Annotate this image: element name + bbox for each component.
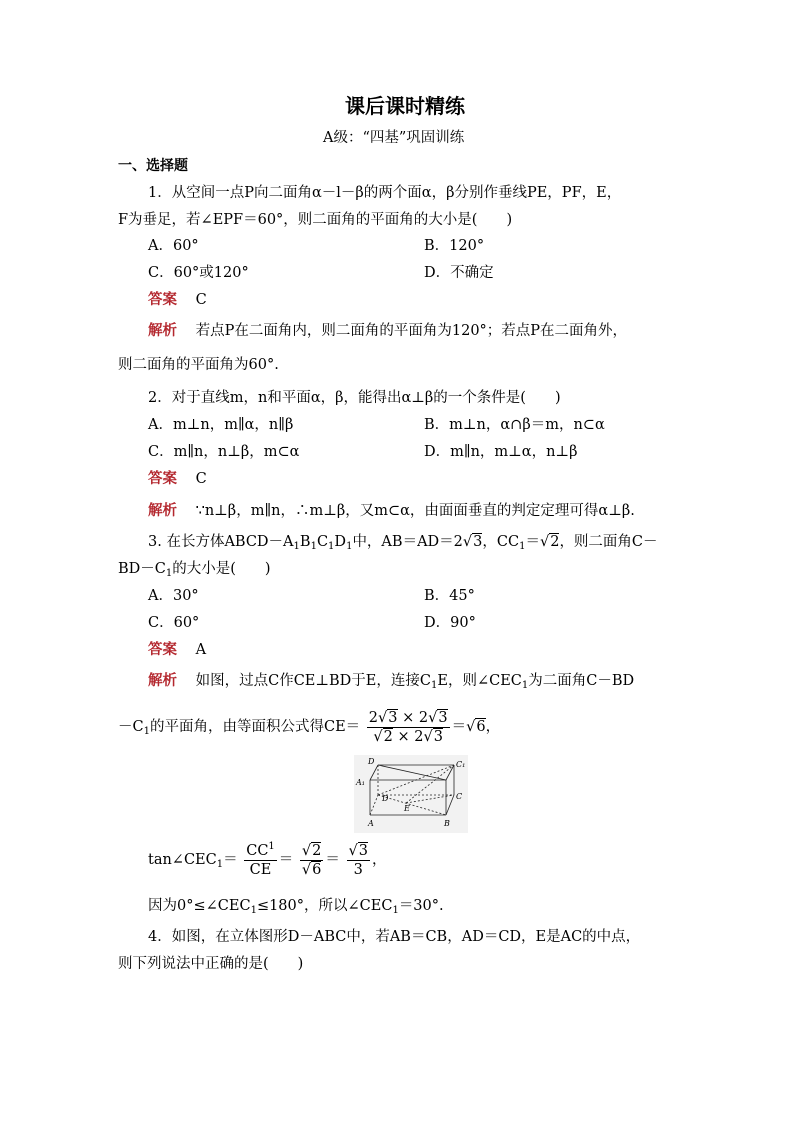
q3-answer-row [148,640,206,660]
q1-analysis-line1: 若点P在二面角内，则二面角的平面角为120°；若点P在二面角外， [195,323,628,339]
q3-tan-equation: $\tan\angle CEC_1=$ $\frac{CC^1}{CE}$ ＝ $\frac{√2}{√6}$ ＝ $\frac{√3}{3}$ ， [148,840,387,878]
q3-stem-line1: 3. 在长方体$ABCD-A_1B_1C_1D_1$中，AB＝AD＝2√3，$CC_1=√2$，则二面角C－ [148,534,658,552]
q2-answer: C [195,471,207,487]
q2-option-c: C．m∥n，n⊥β，m⊂α [148,444,300,460]
fig-label-c1: C₁ [456,760,466,769]
q4-stem-line2: 则下列说法中正确的是( ) [118,956,304,972]
q1-answer: C [195,292,207,308]
q3-analysis-row: 解析 如图，过点C作CE⊥BD于E，连接$C_1E$，则$\angle CEC_1$为二面角C－BD [148,673,635,691]
fig-label-b: B [444,819,450,828]
fig-label-d1: D [368,757,375,766]
q1-answer-row [148,290,207,310]
q1-analysis-row [148,321,627,341]
q2-stem: 2．对于直线m，n和平面α，β，能得出α⊥β的一个条件是( ) [148,390,561,406]
q1-option-b: B．120° [424,238,485,254]
fig-label-a: A [368,819,374,828]
q2-option-a: A．m⊥n，m∥α，n∥β [148,417,294,433]
q1-analysis-line2: 则二面角的平面角为60°. [118,357,279,373]
q4-stem-line1: 4．如图，在立体图形D－ABC中，若AB＝CB，AD＝CD，E是AC的中点， [148,929,641,945]
fig-label-c: C [456,792,463,801]
analysis-label: 解析 [148,673,177,689]
ce-fraction: $\frac{2√3 \times 2√3}{√2 \times 2√3}$ [368,709,448,745]
level-subtitle: A级：“四基”巩固训练 [323,130,465,146]
q2-analysis-row [148,501,635,521]
q2-option-d: D．m∥n，m⊥α，n⊥β [424,444,578,460]
answer-label: 答案 [148,292,177,308]
answer-label: 答案 [148,471,177,487]
fig-label-e: E [404,804,410,813]
q3-answer: A [195,642,207,658]
fig-label-a1: A₁ [356,778,365,787]
q1-stem-line1: 1．从空间一点P向二面角α－l－β的两个面α，β分别作垂线PE，PF，E， [148,185,622,201]
q3-option-c: C．60° [148,615,200,631]
page-title: 课后课时精练 [345,94,465,118]
q3-option-d: D．90° [424,615,476,631]
q3-stem-line2: $BD-C_1$的大小是( ) [118,561,271,579]
q3-option-b: B．45° [424,588,475,604]
q1-stem-line2: F为垂足，若∠EPF＝60°，则二面角的平面角的大小是( ) [118,212,513,228]
cuboid-figure [354,755,468,833]
q3-option-a: A．30° [148,588,199,604]
q1-option-c: C．60°或120° [148,265,249,281]
q1-option-a: A．60° [148,238,199,254]
q1-option-d: D．不确定 [424,265,494,281]
q2-answer-row [148,469,207,489]
q2-analysis: ∵n⊥β，m∥n，∴m⊥β，又m⊂α，由面面垂直的判定定理可得α⊥β. [195,503,635,519]
q3-analysis-line2: $-C_1$的平面角，由等面积公式得CE＝ $\frac{2√3 \times 2√3}{√2 \times 2√3}$ ＝√6， [118,709,501,745]
analysis-label: 解析 [148,323,177,339]
analysis-label: 解析 [148,503,177,519]
fig-label-d: D [382,794,389,803]
q3-conclusion: 因为$0^\circ\le\angle CEC_1\le 180^\circ$，所以$\angle CEC_1=30^\circ$. [148,898,444,916]
answer-label: 答案 [148,642,177,658]
q2-option-b: B．m⊥n，α∩β＝m，n⊂α [424,417,605,433]
section-heading: 一、选择题 [118,158,188,174]
